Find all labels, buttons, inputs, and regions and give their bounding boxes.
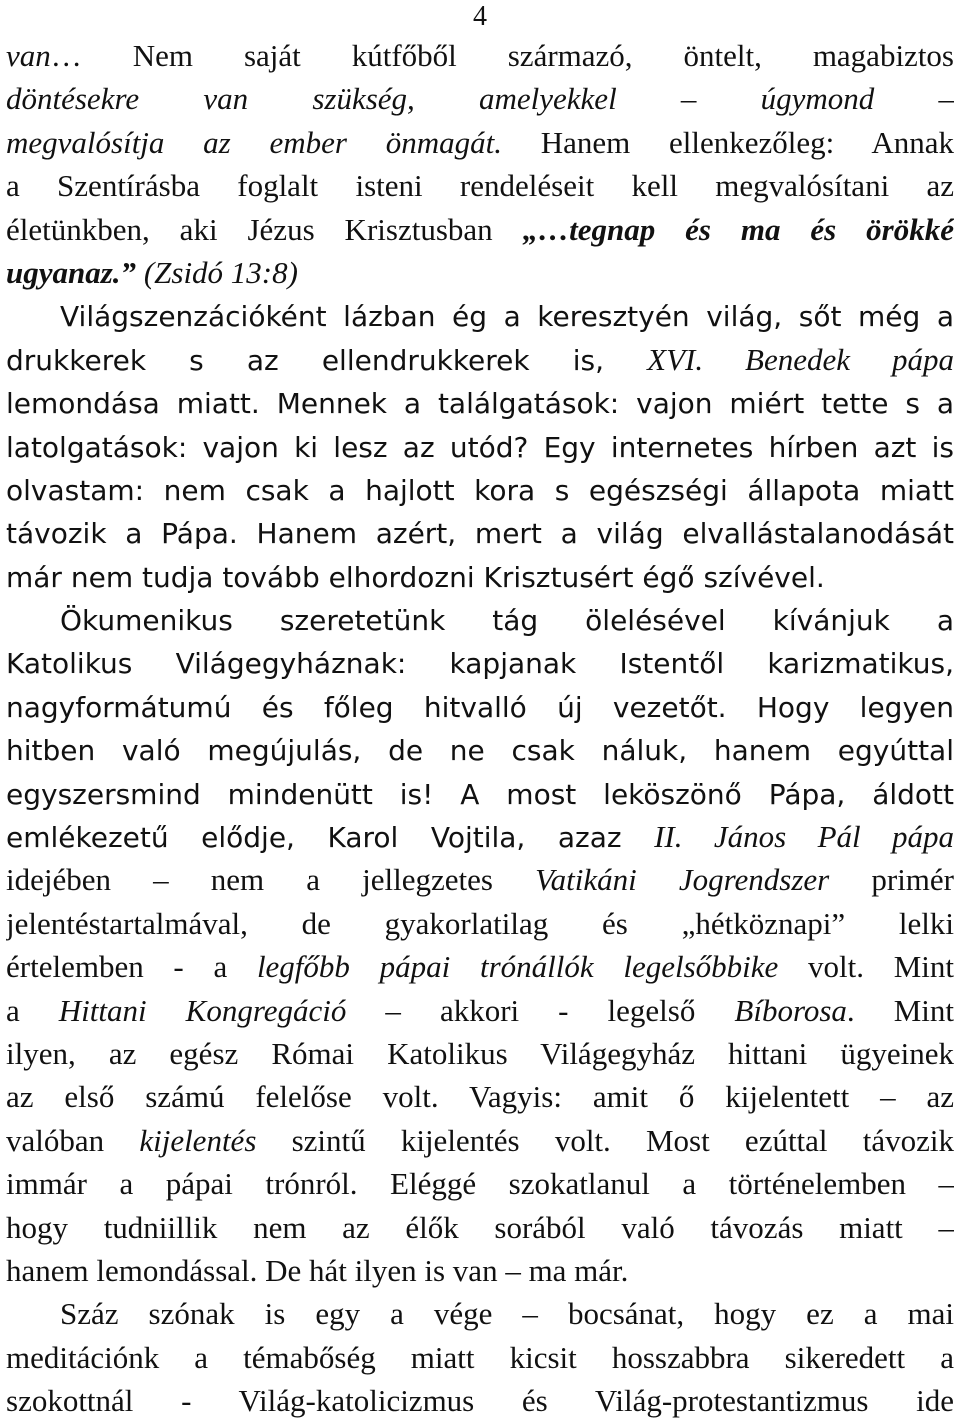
text-segment: ugyanaz.” bbox=[6, 254, 137, 290]
text-line bbox=[6, 164, 954, 207]
text-segment: Vatikáni Jogrendszer bbox=[535, 862, 830, 898]
text-segment: már nem tudja tovább elhordozni Krisztusért égő szívével. bbox=[6, 560, 825, 594]
page-number: 4 bbox=[473, 1, 487, 32]
text-line bbox=[6, 1075, 954, 1118]
text-segment: (Zsidó 13:8) bbox=[136, 254, 298, 290]
text-line bbox=[6, 945, 954, 988]
text-segment: Ökumenikus szeretetünk tág ölelésével kívánjuk a bbox=[60, 604, 954, 638]
text-segment: emlékezetű elődje, Karol Vojtila, azaz bbox=[6, 821, 655, 855]
text-line bbox=[6, 121, 954, 164]
text-line bbox=[6, 511, 954, 554]
text-line bbox=[6, 251, 954, 294]
text-line bbox=[6, 468, 954, 511]
text-segment: Hittani Kongregáció bbox=[58, 992, 347, 1028]
text-segment: hitben való megújulás, de ne csak náluk, hanem egyúttal bbox=[6, 734, 954, 768]
text-line bbox=[6, 1162, 954, 1205]
text-segment: távozik a Pápa. Hanem azért, mert a világ elvallástalanodását bbox=[6, 517, 954, 551]
text-segment: XVI. Benedek pápa bbox=[647, 341, 954, 377]
text-segment: . Mint bbox=[846, 992, 954, 1028]
body-text bbox=[6, 34, 954, 1423]
text-segment: életünkben, aki Jézus Krisztusban bbox=[6, 211, 523, 247]
text-segment: immár a pápai trónról. Eléggé szokatlanul a történelemben – bbox=[6, 1166, 954, 1202]
text-line bbox=[6, 77, 954, 120]
text-line bbox=[6, 772, 954, 815]
text-line bbox=[6, 728, 954, 771]
text-segment: szokottnál - Világ-katolicizmus és Világ-protestantizmus ide bbox=[6, 1383, 954, 1419]
text-line bbox=[6, 1206, 954, 1249]
text-line bbox=[6, 1336, 954, 1379]
text-segment: „…tegnap és ma és örökké bbox=[522, 211, 954, 247]
text-line bbox=[6, 425, 954, 468]
text-segment: szintű kijelentés volt. Most ezúttal távozik bbox=[256, 1122, 954, 1158]
text-segment: II. János Pál pápa bbox=[654, 819, 954, 855]
text-line bbox=[6, 858, 954, 901]
text-segment: Katolikus Világegyháznak: kapjanak Istentől karizmatikus, bbox=[6, 647, 954, 681]
text-segment: valóban bbox=[6, 1122, 140, 1158]
text-line bbox=[6, 294, 954, 337]
text-line bbox=[6, 685, 954, 728]
text-segment: legfőbb pápai trónállók legelsőbbike bbox=[256, 949, 779, 985]
text-line bbox=[6, 815, 954, 858]
text-segment: Hanem ellenkezőleg: Annak bbox=[502, 124, 954, 160]
text-segment: drukkerek s az ellendrukkerek is, bbox=[6, 343, 648, 377]
text-line bbox=[6, 1379, 954, 1422]
text-segment: a bbox=[6, 992, 59, 1028]
text-line bbox=[6, 1119, 954, 1162]
text-line bbox=[6, 34, 954, 77]
text-segment: hogy tudniillik nem az élők sorából való távozás miatt – bbox=[6, 1209, 954, 1245]
text-segment: Száz szónak is egy a vége – bocsánat, hogy ez a mai bbox=[60, 1296, 954, 1332]
text-line bbox=[6, 555, 954, 598]
text-segment: egyszersmind mindenütt is! A most leköszönő Pápa, áldott bbox=[6, 777, 954, 811]
text-segment: Világszenzációként lázban ég a keresztyén világ, sőt még a bbox=[60, 300, 954, 334]
text-line bbox=[6, 1292, 954, 1335]
text-segment: meditációnk a témabőség miatt kicsit hosszabbra sikeredett a bbox=[6, 1339, 954, 1375]
text-segment: nagyformátumú és főleg hitvalló új vezetőt. Hogy legyen bbox=[6, 690, 954, 724]
text-line bbox=[6, 641, 954, 684]
text-segment: döntésekre van szükség, amelyekkel – úgymond – bbox=[6, 81, 954, 117]
text-segment: hanem lemondással. De hát ilyen is van – ma már. bbox=[6, 1252, 629, 1288]
text-segment: olvastam: nem csak a hajlott kora s egészségi állapota miatt bbox=[6, 473, 954, 507]
text-segment: volt. Mint bbox=[778, 949, 954, 985]
text-segment: lemondása miatt. Mennek a találgatások: vajon miért tette s a bbox=[6, 387, 954, 421]
text-segment: ilyen, az egész Római Katolikus Világegyház hittani ügyeinek bbox=[6, 1035, 954, 1071]
text-line bbox=[6, 1032, 954, 1075]
text-line bbox=[6, 989, 954, 1032]
text-segment: jelentéstartalmával, de gyakorlatilag és „hétköznapi” lelki bbox=[6, 905, 954, 941]
text-line bbox=[6, 208, 954, 251]
text-segment: latolgatások: vajon ki lesz az utód? Egy internetes hírben azt is bbox=[6, 430, 954, 464]
text-line bbox=[6, 902, 954, 945]
text-line bbox=[6, 598, 954, 641]
text-segment: kijelentés bbox=[139, 1122, 257, 1158]
text-segment: Bíborosa bbox=[734, 992, 847, 1028]
text-segment: megvalósítja az ember önmagát. bbox=[6, 124, 502, 160]
text-segment: – akkori - legelső bbox=[346, 992, 735, 1028]
text-line bbox=[6, 338, 954, 381]
text-line bbox=[6, 381, 954, 424]
text-segment: az első számú felelőse volt. Vagyis: amit ő kijelentett – az bbox=[6, 1079, 954, 1115]
text-line bbox=[6, 1249, 954, 1292]
text-segment: idejében – nem a jellegzetes bbox=[6, 862, 536, 898]
text-segment: értelemben - a bbox=[6, 949, 257, 985]
text-segment: primér bbox=[829, 862, 954, 898]
text-segment: … Nem saját kútfőből származó, öntelt, magabiztos bbox=[50, 38, 954, 73]
text-segment: a Szentírásba foglalt isteni rendeléseit kell megvalósítani az bbox=[6, 168, 954, 204]
text-segment: van bbox=[6, 38, 51, 73]
